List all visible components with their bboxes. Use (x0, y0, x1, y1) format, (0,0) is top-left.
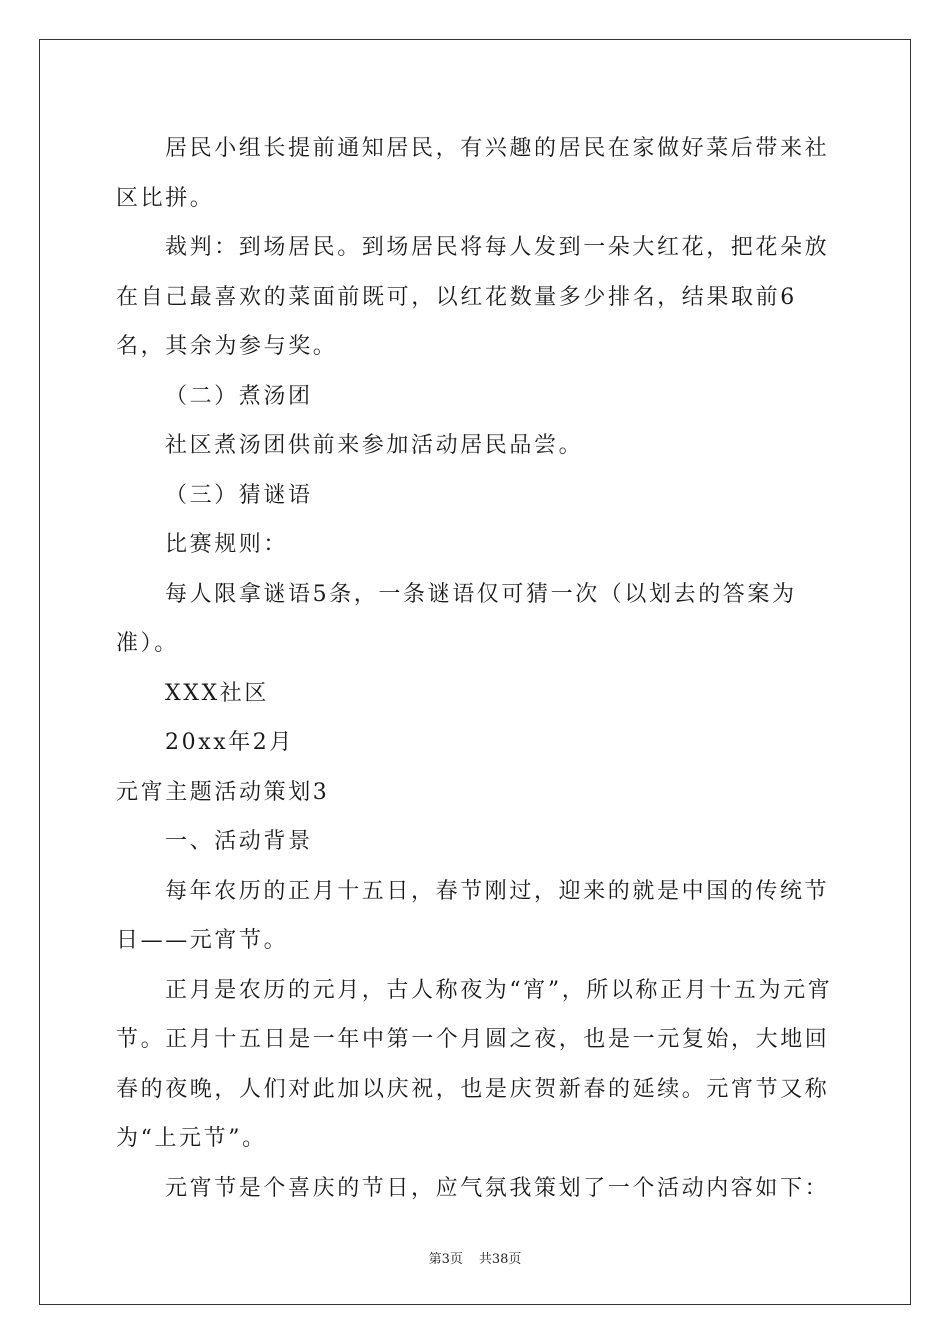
section-heading: （二）煮汤团 (165, 383, 313, 409)
signature-org: XXX社区 (165, 680, 269, 706)
paragraph: 比赛规则： (165, 532, 289, 557)
paragraph: 裁判：到场居民。到场居民将每人发到一朵大红花，把花朵放在自己最喜欢的菜面前既可，以红花数量多少排名，结果取前6名，其余为参与奖。 (116, 235, 830, 359)
section-heading: 一、活动背景 (165, 829, 313, 854)
section-heading: （三）猜谜语 (165, 482, 313, 508)
paragraph: 元宵节是个喜庆的节日，应气氛我策划了一个活动内容如下： (165, 1175, 830, 1201)
paragraph: 每年农历的正月十五日，春节刚过，迎来的就是中国的传统节日——元宵节。 (116, 878, 830, 953)
paragraph: 正月是农历的元月，古人称夜为“宵”，所以称正月十五为元宵节。正月十五日是一年中第一个月圆之夜，也是一元复始，大地回春的夜晚，人们对此加以庆祝，也是庆贺新春的延续。元宵节又称为“上元节”。 (116, 977, 833, 1151)
document-body (116, 124, 836, 1213)
page-total: 共38页 (478, 1252, 522, 1267)
page-footer (0, 1248, 950, 1267)
paragraph: 社区煮汤团供前来参加活动居民品尝。 (165, 433, 584, 458)
signature-date: 20xx年2月 (165, 730, 295, 755)
document-title: 元宵主题活动策划3 (116, 779, 330, 805)
page-number: 第3页 (428, 1252, 463, 1267)
paragraph: 居民小组长提前通知居民，有兴趣的居民在家做好菜后带来社区比拼。 (116, 136, 830, 211)
paragraph: 每人限拿谜语5条，一条谜语仅可猜一次（以划去的答案为准）。 (116, 581, 797, 656)
